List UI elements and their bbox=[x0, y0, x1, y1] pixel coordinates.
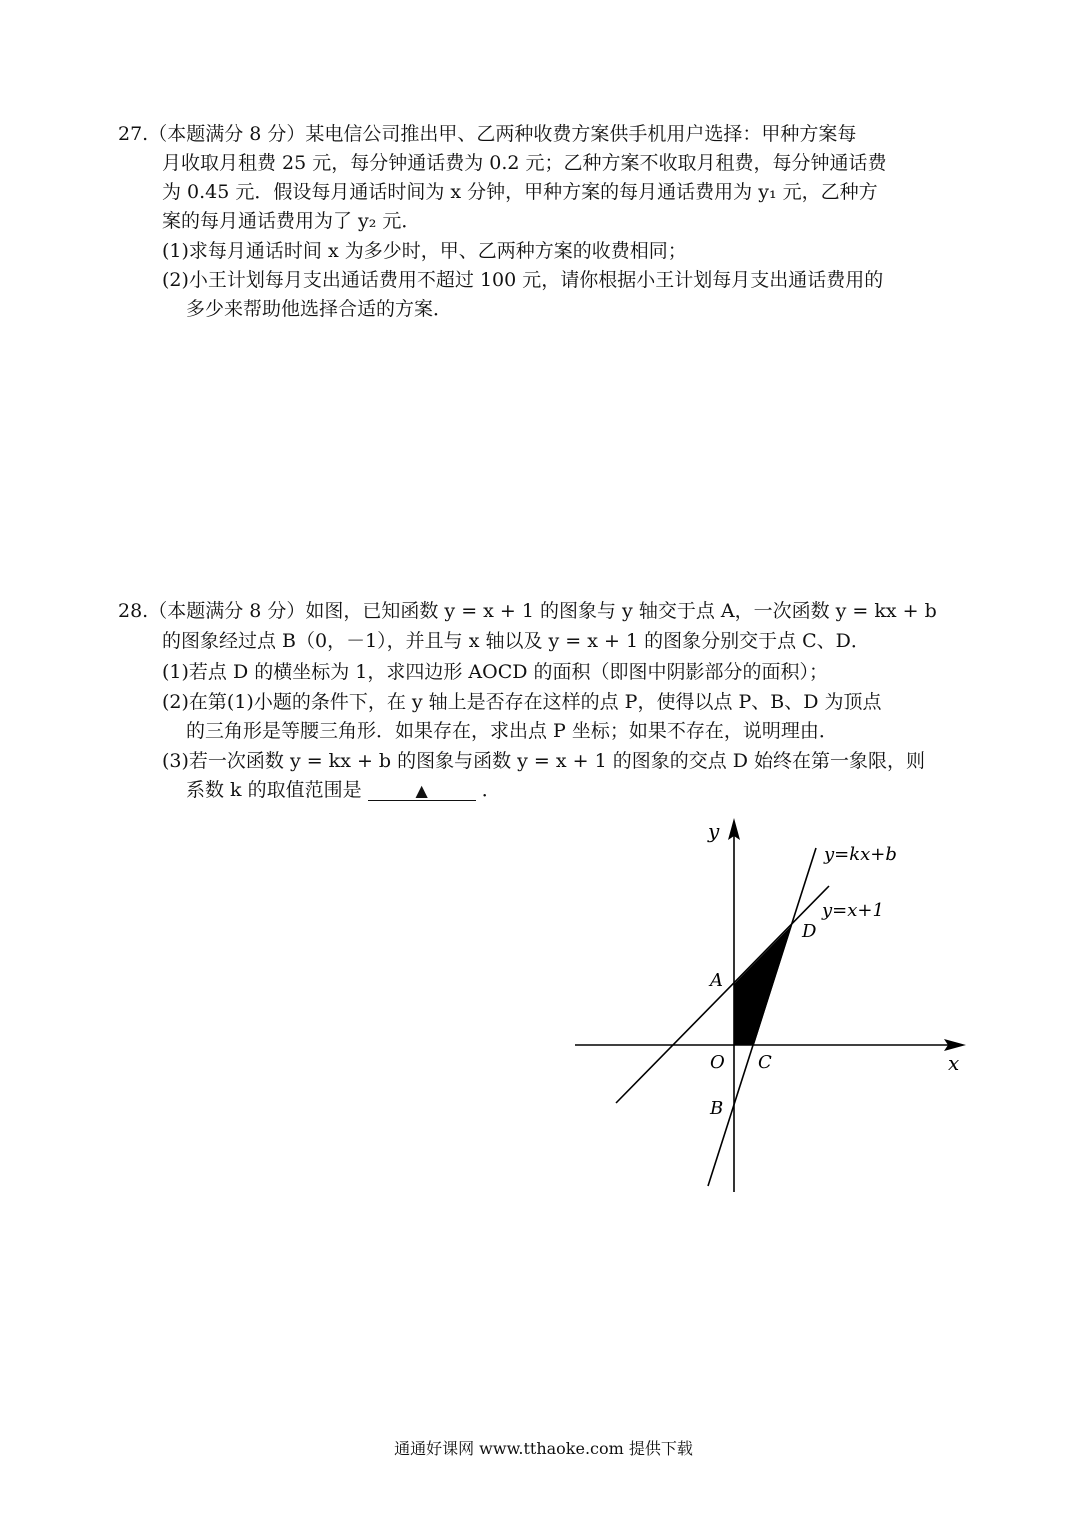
line-x1-label: y=x+1 bbox=[822, 900, 884, 921]
q28-part-2-line-1: (2)在第(1)小题的条件下，在 y 轴上是否存在这样的点 P，使得以点 P、B、D 为顶点 bbox=[162, 691, 882, 713]
q28-part-2-line-2: 的三角形是等腰三角形．如果存在，求出点 P 坐标；如果不存在，说明理由． bbox=[186, 720, 838, 742]
q27-line-1: 27.（本题满分 8 分）某电信公司推出甲、乙两种收费方案供手机用户选择：甲种方案每 bbox=[118, 123, 857, 145]
point-d-label: D bbox=[802, 921, 817, 942]
x-axis-label: x bbox=[948, 1051, 960, 1075]
point-c-label: C bbox=[758, 1052, 772, 1073]
q28-part-3-line-1: (3)若一次函数 y = kx + b 的图象与函数 y = x + 1 的图象的交点 D 始终在第一象限，则 bbox=[162, 750, 926, 772]
q28-line-1: 28.（本题满分 8 分）如图，已知函数 y = x + 1 的图象与 y 轴交于点 A，一次函数 y = kx + b bbox=[118, 600, 937, 622]
line-kx-label: y=kx+b bbox=[824, 844, 897, 865]
coordinate-figure bbox=[570, 812, 970, 1202]
q28-part-3-suffix: ． bbox=[481, 779, 501, 801]
q27-part-2-line-2: 多少来帮助他选择合适的方案． bbox=[186, 298, 453, 320]
shaded-region-aocd bbox=[734, 925, 792, 1045]
q27-line-4: 案的每月通话费用为了 y₂ 元． bbox=[162, 210, 421, 232]
point-b-label: B bbox=[710, 1098, 724, 1119]
q28-part-3-line-2 bbox=[186, 776, 501, 805]
q28-part-3-prefix: 系数 k 的取值范围是 bbox=[186, 779, 362, 801]
answer-blank bbox=[368, 782, 476, 801]
q28-line-2: 的图象经过点 B（0，－1），并且与 x 轴以及 y = x + 1 的图象分别交于点 C、D． bbox=[162, 630, 870, 652]
q28-part-1: (1)若点 D 的横坐标为 1，求四边形 AOCD 的面积（即图中阴影部分的面积）； bbox=[162, 661, 829, 683]
point-o-label: O bbox=[710, 1052, 725, 1073]
point-a-label: A bbox=[710, 970, 723, 991]
y-axis-label: y bbox=[708, 819, 720, 843]
q27-part-1: (1)求每月通话时间 x 为多少时，甲、乙两种方案的收费相同； bbox=[162, 240, 687, 262]
triangle-mark-icon: ▲ bbox=[415, 781, 428, 800]
q27-line-3: 为 0.45 元．假设每月通话时间为 x 分钟，甲种方案的每月通话费用为 y₁ 元，乙种方 bbox=[162, 181, 878, 203]
q27-part-2-line-1: (2)小王计划每月支出通话费用不超过 100 元，请你根据小王计划每月支出通话费用的 bbox=[162, 269, 884, 291]
line-y-kx-plus-b bbox=[708, 848, 816, 1186]
page-footer: 通通好课网 www.tthaoke.com 提供下载 bbox=[394, 1439, 693, 1458]
q27-line-2: 月收取月租费 25 元，每分钟通话费为 0.2 元；乙种方案不收取月租费，每分钟通话费 bbox=[162, 152, 887, 174]
